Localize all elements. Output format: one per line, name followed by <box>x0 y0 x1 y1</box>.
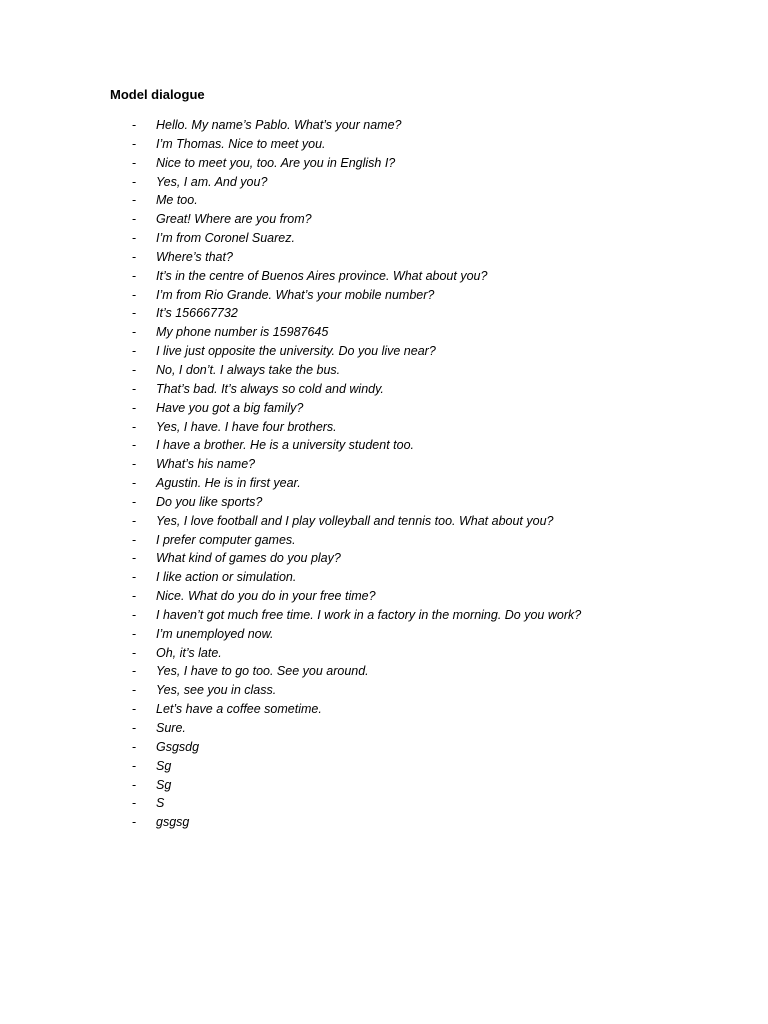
list-bullet: - <box>132 513 137 528</box>
list-bullet: - <box>132 777 137 792</box>
dialogue-line-text: I like action or simulation. <box>156 570 297 585</box>
dialogue-line-text: Yes, I have to go too. See you around. <box>156 664 369 679</box>
list-bullet: - <box>132 193 137 208</box>
list-bullet: - <box>132 551 137 566</box>
dialogue-line-text: That’s bad. It’s always so cold and windy. <box>156 381 384 396</box>
dialogue-line-text: I’m from Coronel Suarez. <box>156 231 295 246</box>
dialogue-line-text: S <box>156 796 165 811</box>
list-bullet: - <box>132 400 137 415</box>
dialogue-line-text: I’m Thomas. Nice to meet you. <box>156 136 326 151</box>
list-bullet: - <box>132 268 137 283</box>
list-bullet: - <box>132 155 137 170</box>
dialogue-line-text: Hello. My name’s Pablo. What’s your name? <box>156 118 402 132</box>
dialogue-line-text: Nice to meet you, too. Are you in English I? <box>156 155 396 170</box>
dialogue-line-text: Yes, I am. And you? <box>156 174 268 189</box>
dialogue-line-text: Yes, see you in class. <box>156 683 277 698</box>
list-bullet: - <box>132 457 137 472</box>
dialogue-line-text: Let’s have a coffee sometime. <box>156 702 322 717</box>
dialogue-line-text: I haven’t got much free time. I work in a factory in the morning. Do you work? <box>156 607 582 622</box>
dialogue-line-text: gsgsg <box>156 815 190 830</box>
list-bullet: - <box>132 494 137 509</box>
list-bullet: - <box>132 532 137 547</box>
dialogue-line-text: I’m unemployed now. <box>156 626 274 641</box>
dialogue-line-text: My phone number is 15987645 <box>156 325 329 340</box>
list-bullet: - <box>132 212 137 227</box>
list-bullet: - <box>132 118 137 132</box>
dialogue-line-text: Sg <box>156 758 172 773</box>
list-bullet: - <box>132 607 137 622</box>
list-bullet: - <box>132 739 137 754</box>
dialogue-line-text: I have a brother. He is a university student too. <box>156 438 415 453</box>
list-bullet: - <box>132 721 137 735</box>
list-bullet: - <box>132 325 137 340</box>
list-bullet: - <box>132 758 137 773</box>
dialogue-line-text: What’s his name? <box>156 457 256 472</box>
dialogue-line-text: It’s in the centre of Buenos Aires province. What about you? <box>156 268 488 283</box>
list-bullet: - <box>132 645 137 660</box>
dialogue-line-text: No, I don’t. I always take the bus. <box>156 362 341 377</box>
list-bullet: - <box>132 683 137 698</box>
list-bullet: - <box>132 231 137 246</box>
dialogue-line-text: Where’s that? <box>156 249 233 264</box>
dialogue-line-text: Agustin. He is in first year. <box>156 476 301 491</box>
dialogue-line-text: Gsgsdg <box>156 739 200 754</box>
list-bullet: - <box>132 438 137 453</box>
list-bullet: - <box>132 344 137 359</box>
dialogue-line-text: Yes, I love football and I play volleyball and tennis too. What about you? <box>156 513 554 528</box>
dialogue-line-text: Yes, I have. I have four brothers. <box>156 419 337 434</box>
dialogue-line-text: I prefer computer games. <box>156 532 296 547</box>
list-bullet: - <box>132 174 137 189</box>
list-bullet: - <box>132 136 137 151</box>
dialogue-line-text: It’s 156667732 <box>156 306 238 321</box>
dialogue-line-text: Nice. What do you do in your free time? <box>156 589 376 604</box>
dialogue-line-text: Sure. <box>156 721 186 735</box>
list-bullet: - <box>132 287 137 302</box>
list-bullet: - <box>132 589 137 604</box>
dialogue-line-text: Great! Where are you from? <box>156 212 312 227</box>
document-title: Model dialogue <box>110 87 205 102</box>
list-bullet: - <box>132 362 137 377</box>
dialogue-line-text: I’m from Rio Grande. What’s your mobile number? <box>156 287 435 302</box>
list-bullet: - <box>132 381 137 396</box>
dialogue-line-text: What kind of games do you play? <box>156 551 341 566</box>
dialogue-line-text: Me too. <box>156 193 198 208</box>
dialogue-line-text: Sg <box>156 777 172 792</box>
list-bullet: - <box>132 796 137 811</box>
list-bullet: - <box>132 476 137 491</box>
dialogue-line-text: I live just opposite the university. Do you live near? <box>156 344 436 359</box>
list-bullet: - <box>132 306 137 321</box>
list-bullet: - <box>132 626 137 641</box>
dialogue-line-text: Oh, it’s late. <box>156 645 222 660</box>
list-bullet: - <box>132 570 137 585</box>
dialogue-line-text: Do you like sports? <box>156 494 263 509</box>
list-bullet: - <box>132 664 137 679</box>
list-bullet: - <box>132 249 137 264</box>
list-bullet: - <box>132 702 137 717</box>
list-bullet: - <box>132 419 137 434</box>
list-bullet: - <box>132 815 137 830</box>
dialogue-line-text: Have you got a big family? <box>156 400 304 415</box>
